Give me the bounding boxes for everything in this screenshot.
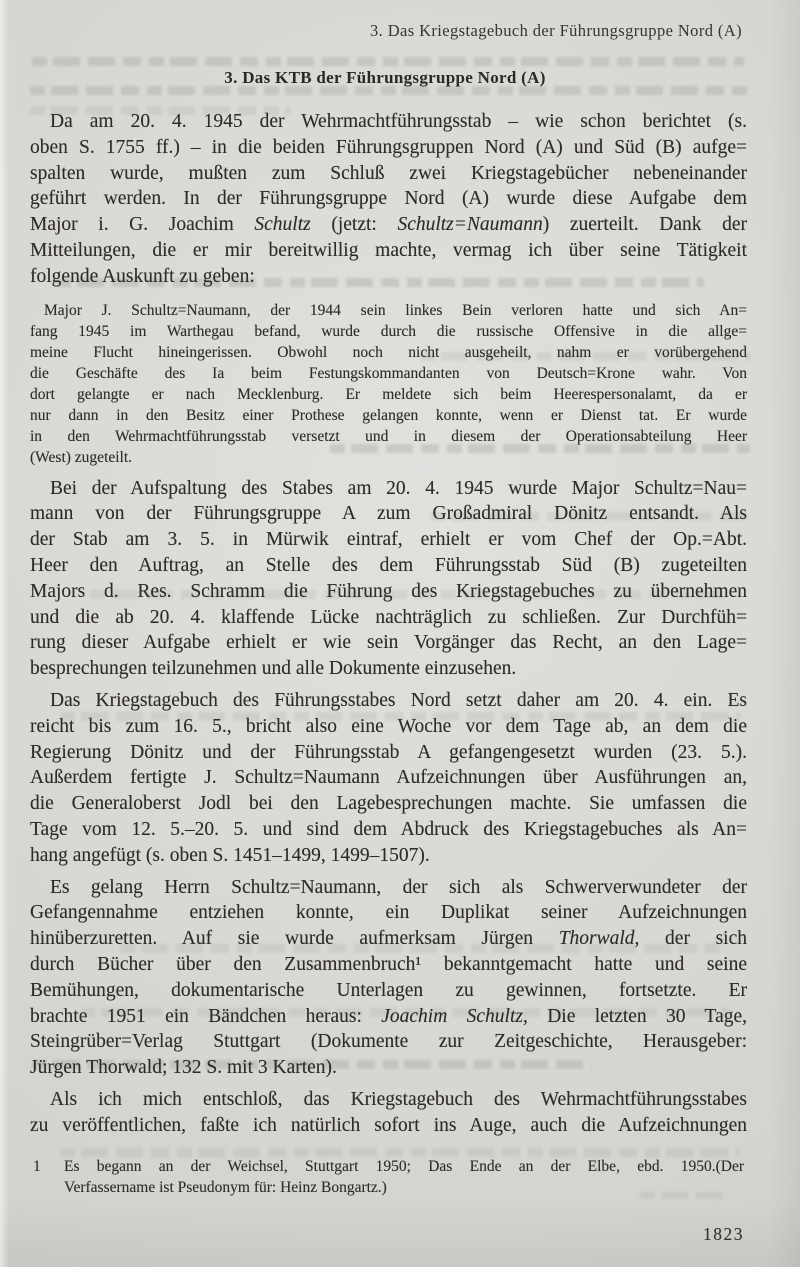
paragraph bbox=[30, 875, 747, 1081]
running-head: 3. Das Kriegstagebuch der Führungsgruppe Nord (A) bbox=[370, 21, 742, 40]
italic-text: Joachim Schultz bbox=[381, 1005, 523, 1027]
text-line: (West) zugeteilt. bbox=[30, 448, 133, 466]
footnote-marker: 1 bbox=[33, 1158, 41, 1175]
text-line: der Stab am 3. 5. in Mürwik eintraf, erhielt er vom Chef der Op.=Abt. bbox=[30, 529, 747, 551]
text-line: oben S. 1755 ff.) – in die beiden Führungsgruppen Nord (A) und Süd (B) aufge= bbox=[30, 136, 747, 158]
text-line: Major J. Schultz=Naumann, der 1944 sein linkes Bein verloren hatte und sich An= bbox=[44, 301, 747, 319]
text-line: Regierung Dönitz und der Führungsstab A gefangengesetzt wurden (23. 5.). bbox=[30, 741, 747, 763]
text-line: zu veröffentlichen, faßte ich natürlich sofort ins Auge, auch die Aufzeichnungen bbox=[30, 1114, 747, 1136]
text-line: Bei der Aufspaltung des Stabes am 20. 4. 1945 wurde Major Schultz=Nau= bbox=[50, 477, 747, 499]
text-line: hinüberzuretten. Auf sie wurde aufmerksam Jürgen Thorwald, der sich bbox=[30, 928, 747, 950]
text-line: hang angefügt (s. oben S. 1451–1499, 1499–1507). bbox=[30, 844, 430, 866]
text-line: besprechungen teilzunehmen und alle Dokumente einzusehen. bbox=[30, 658, 517, 680]
text-line: die Generaloberst Jodl bei den Lagebesprechungen machte. Sie umfassen die bbox=[30, 793, 747, 815]
italic-text: Thorwald bbox=[558, 928, 635, 950]
text-line: Majors d. Res. Schramm die Führung des Kriegstagebuches zu übernehmen bbox=[30, 580, 747, 602]
text-line: geführt werden. In der Führungsgruppe Nord (A) wurde diese Aufgabe dem bbox=[30, 188, 747, 210]
text-line: Major i. G. Joachim Schultz (jetzt: Schultz=Naumann) zuerteilt. Dank der bbox=[30, 214, 748, 236]
text-line: folgende Auskunft zu geben: bbox=[30, 265, 255, 287]
italic-text: Schultz bbox=[254, 214, 311, 236]
footnote-line: Verfassername ist Pseudonym für: Heinz Bongartz.) bbox=[64, 1179, 387, 1196]
paragraph bbox=[30, 300, 747, 468]
text-line: reicht bis zum 16. 5., bricht also eine Woche vor dem Tage ab, an dem die bbox=[30, 715, 747, 737]
text-line: Als ich mich entschloß, das Kriegstagebuch des Wehrmachtführungsstabes bbox=[50, 1088, 747, 1110]
bleed-through-text bbox=[32, 57, 744, 66]
page-number: 1823 bbox=[703, 1224, 744, 1244]
section-heading: 3. Das KTB der Führungsgruppe Nord (A) bbox=[224, 68, 546, 87]
text-line: Bemühungen, dokumentarische Unterlagen zu gewinnen, fortsetzte. Er bbox=[30, 979, 747, 1001]
text-line: Das Kriegstagebuch des Führungsstabes Nord setzt daher am 20. 4. ein. Es bbox=[50, 689, 747, 711]
paragraph bbox=[30, 109, 747, 290]
text-line: Mitteilungen, die er mir bereitwillig machte, vermag ich über seine Tätigkeit bbox=[30, 239, 747, 261]
footnote-line: Es begann an der Weichsel, Stuttgart 1950; Das Ende an der Elbe, ebd. 1950.(Der bbox=[64, 1158, 744, 1175]
text-line: Es gelang Herrn Schultz=Naumann, der sich als Schwerverwundeter der bbox=[50, 876, 747, 898]
text-line: Tage vom 12. 5.–20. 5. und sind dem Abdruck des Kriegstagebuches als An= bbox=[30, 818, 747, 840]
text-line: Jürgen Thorwald; 132 S. mit 3 Karten). bbox=[30, 1057, 337, 1079]
text-line: nur dann in den Besitz einer Prothese gelangen konnte, wenn er Dienst tat. Er wurde bbox=[30, 406, 747, 424]
text-line: Außerdem fertigte J. Schultz=Naumann Aufzeichnungen über Ausführungen an, bbox=[30, 767, 747, 789]
text-line: fang 1945 im Warthegau befand, wurde durch die russische Offensive in die allge= bbox=[30, 322, 747, 340]
paragraph bbox=[30, 476, 747, 682]
text-line: Da am 20. 4. 1945 der Wehrmachtführungsstab – wie schon berichtet (s. bbox=[50, 111, 747, 132]
text-line: spalten wurde, mußten zum Schluß zwei Kriegstagebücher nebeneinander bbox=[30, 162, 747, 184]
text-line: Steingrüber=Verlag Stuttgart (Dokumente zur Zeitgeschichte, Herausgeber: bbox=[30, 1031, 747, 1053]
paragraph bbox=[30, 688, 747, 869]
footnote-text bbox=[64, 1156, 744, 1198]
paragraph bbox=[30, 1087, 747, 1139]
text-line: die Geschäfte des Ia beim Festungskommandanten von Deutsch=Krone wahr. Von bbox=[30, 364, 747, 382]
page-body-text bbox=[30, 109, 747, 1145]
footnote bbox=[33, 1156, 744, 1198]
text-line: brachte 1951 ein Bändchen heraus: Joachim Schultz, Die letzten 30 Tage, bbox=[30, 1005, 748, 1027]
text-line: rung dieser Aufgabe erhielt er wie sein Vorgänger das Recht, an den Lage= bbox=[30, 632, 747, 654]
text-line: meine Flucht hineingerissen. Obwohl noch nicht ausgeheilt, nahm er vorübergehend bbox=[30, 343, 747, 361]
text-line: durch Bücher über den Zusammenbruch¹ bekanntgemacht hatte und seine bbox=[30, 953, 747, 975]
text-line: in den Wehrmachtführungsstab versetzt und in diesem der Operationsabteilung Heer bbox=[30, 427, 747, 445]
text-line: Heer den Auftrag, an Stelle des dem Führungsstab Süd (B) zugeteilten bbox=[30, 554, 747, 576]
italic-text: Schultz=Naumann bbox=[397, 214, 543, 236]
text-line: mann von der Führungsgruppe A zum Großadmiral Dönitz entsandt. Als bbox=[30, 503, 747, 525]
text-line: und die ab 20. 4. klaffende Lücke nachträglich zu schließen. Zur Durchfüh= bbox=[30, 606, 747, 628]
text-line: Gefangennahme entziehen konnte, ein Duplikat seiner Aufzeichnungen bbox=[30, 902, 747, 924]
text-line: dort gelangte er nach Mecklenburg. Er meldete sich beim Heerespersonalamt, da er bbox=[30, 385, 747, 403]
